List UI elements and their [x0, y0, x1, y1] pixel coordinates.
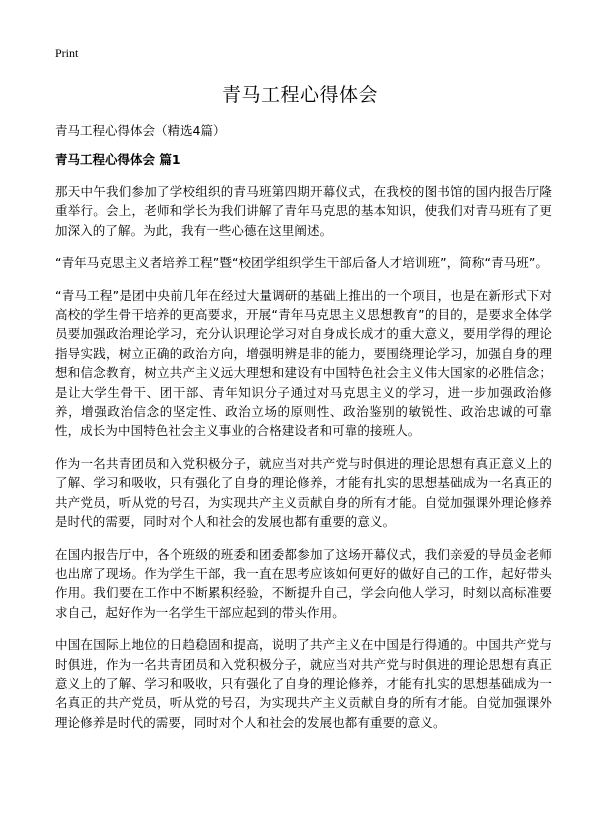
paragraph: 中国在国际上地位的日趋稳固和提高，说明了共产主义在中国是行得通的。中国共产党与时俱进，作为一名共青团员和入党积极分子，就应当对共产党与时俱进的理论思想有真正意义上的了解、学习和吸收，只有强化了自身的理论修养，才能有扎实的思想基础成为一名真正的共产党员，听从党的号召，为实现共产主义贡献自身的所有才能。自觉加强课外理论修养是时代的需要，同时对个人和社会的发展也都有重要的意义。 — [55, 637, 552, 730]
paragraph: “青马工程”是团中央前几年在经过大量调研的基础上推出的一个项目，也是在新形式下对高校的学生骨干培养的更高要求，开展“青年马克思主义思想教育”的目的，是要求全体学员要加强政治理论学习，充分认识理论学习对自身成长成才的重大意义，要用学得的理论指导实践，树立正确的政治方向，增强明辨是非的能力，要围绕理论学习，加强自身的理想和信念教育，树立共产主义远大理想和建设有中国特色社会主义伟大国家的必胜信念；是让大学生骨干、团干部、青年知识分子通过对马克思主义的学习，进一步加强政治修养，增强政治信念的坚定性、政治立场的原则性、政治鉴别的敏锐性、政治忠诚的可靠性，成长为中国特色社会主义事业的合格建设者和可靠的接班人。 — [55, 287, 552, 439]
print-link[interactable]: Print — [55, 46, 79, 60]
section-heading: 青马工程心得体会 篇1 — [55, 152, 181, 167]
document-title: 青马工程心得体会 — [221, 84, 378, 106]
paragraph: 在国内报告厅中，各个班级的班委和团委都参加了这场开幕仪式，我们亲爱的导员金老师也出席了现场。作为学生干部，我一直在思考应该如何更好的做好自己的工作，起好带头作用。我们要在工作中不断累积经验，不断提升自己，学会向他人学习，时刻以高标准要求自己，起好作为一名学生干部应起到的带头作用。 — [55, 546, 552, 620]
paragraph: “青年马克思主义者培养工程”暨“校团学组织学生干部后备人才培训班”，简称“青马班”。 — [55, 255, 549, 271]
document-subtitle: 青马工程心得体会（精选4篇） — [55, 123, 226, 138]
paragraph: 作为一名共青团员和入党积极分子，就应当对共产党与时俱进的理论思想有真正意义上的了解、学习和吸收，只有强化了自身的理论修养，才能有扎实的思想基础成为一名真正的共产党员，听从党的号召，为实现共产主义贡献自身的所有才能。自觉加强课外理论修养是时代的需要，同时对个人和社会的发展也都有重要的意义。 — [55, 455, 552, 530]
article-body — [55, 182, 552, 745]
paragraph: 那天中午我们参加了学校组织的青马班第四期开幕仪式，在我校的图书馆的国内报告厅隆重举行。会上，老师和学长为我们讲解了青年马克思的基本知识，使我们对青马班有了更加深入的了解。为此，我有一些心德在这里阐述。 — [55, 184, 552, 238]
